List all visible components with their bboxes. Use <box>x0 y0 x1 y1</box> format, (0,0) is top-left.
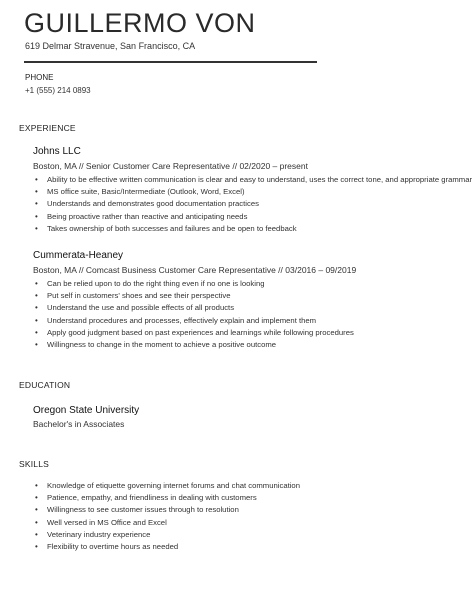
list-item: • Willingness to see customer issues through to resolution <box>33 504 300 516</box>
list-item: • Patience, empathy, and friendliness in dealing with customers <box>33 492 300 504</box>
experience-heading: EXPERIENCE <box>19 123 76 133</box>
skills-list <box>33 480 300 553</box>
job-company: Cummerata-Heaney <box>33 250 124 261</box>
list-item: • MS office suite, Basic/Intermediate (Outlook, Word, Excel) <box>33 186 472 198</box>
list-item: • Understand procedures and processes, effectively explain and implement them <box>33 315 354 327</box>
phone-value: +1 (555) 214 0893 <box>25 86 91 95</box>
list-item: • Knowledge of etiquette governing internet forums and chat communication <box>33 480 300 492</box>
job-meta: Boston, MA // Senior Customer Care Representative // 02/2020 – present <box>33 161 308 171</box>
job-bullet-list <box>33 278 354 351</box>
phone-label: PHONE <box>25 73 54 82</box>
list-item: • Put self in customers' shoes and see their perspective <box>33 290 354 302</box>
list-item: • Flexibility to overtime hours as needed <box>33 541 300 553</box>
education-degree: Bachelor's in Associates <box>33 419 125 429</box>
list-item: • Takes ownership of both successes and failures and be open to feedback <box>33 223 472 235</box>
job-company: Johns LLC <box>33 146 81 157</box>
list-item: • Veterinary industry experience <box>33 529 300 541</box>
list-item: • Apply good judgment based on past experiences and learnings while following procedures <box>33 327 354 339</box>
candidate-name: GUILLERMO VON <box>24 8 256 38</box>
header-divider <box>24 61 317 63</box>
list-item: • Ability to be effective written communication is clear and easy to understand, uses the correct tone, and appropriate grammar <box>33 174 472 186</box>
list-item: • Willingness to change in the moment to achieve a positive outcome <box>33 339 354 351</box>
list-item: • Can be relied upon to do the right thing even if no one is looking <box>33 278 354 290</box>
skills-heading: SKILLS <box>19 459 50 469</box>
candidate-address: 619 Delmar Stravenue, San Francisco, CA <box>25 41 196 51</box>
education-heading: EDUCATION <box>19 380 71 390</box>
job-meta: Boston, MA // Comcast Business Customer Care Representative // 03/2016 – 09/2019 <box>33 265 357 275</box>
list-item: • Being proactive rather than reactive and anticipating needs <box>33 211 472 223</box>
education-school: Oregon State University <box>33 405 140 416</box>
list-item: • Understands and demonstrates good documentation practices <box>33 198 472 210</box>
job-bullet-list <box>33 174 472 235</box>
list-item: • Understand the use and possible effects of all products <box>33 302 354 314</box>
list-item: • Well versed in MS Office and Excel <box>33 517 300 529</box>
